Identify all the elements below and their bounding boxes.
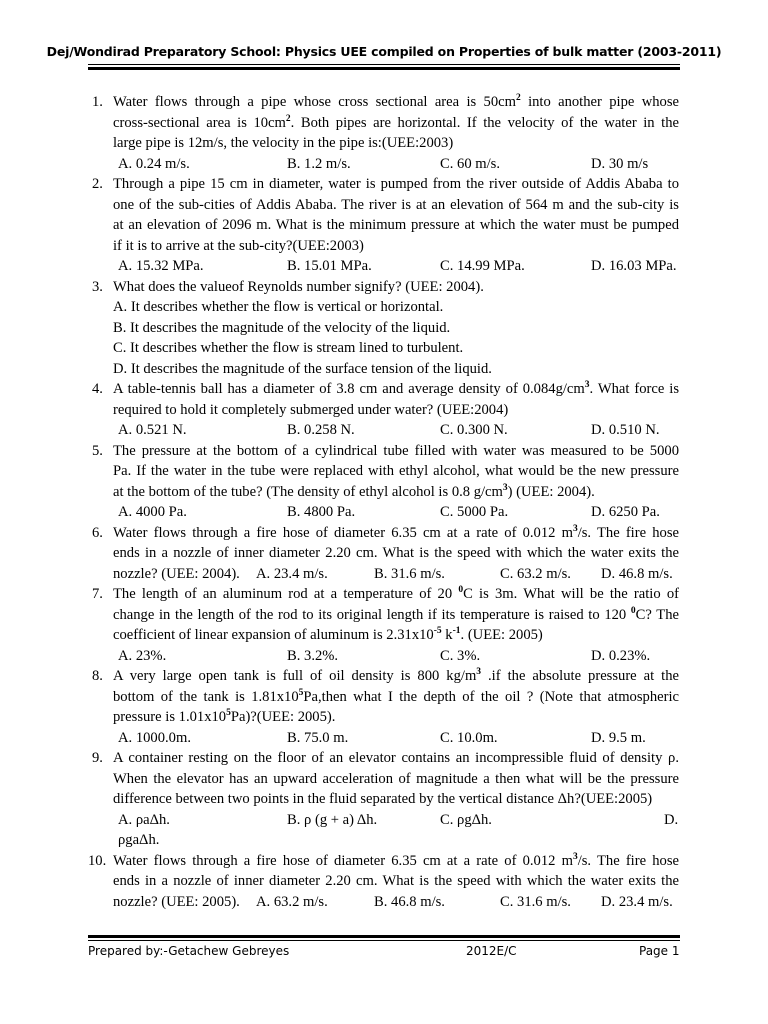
text-run: When the elevator has an upward acceleration of magnitude a then what will be the pressure (113, 770, 679, 787)
text-run: pressure is 1.01x10 (113, 709, 227, 725)
text-run: Pa. If the water in the tube were replaced with ethyl alcohol, what would be the new pressure (113, 463, 679, 479)
page-header: Dej/Wondirad Preparatory School: Physics UEE compiled on Properties of bulk matter (2003-2011) (46, 44, 722, 59)
text-run: The pressure at the bottom of a cylindrical tube filled with water was measured to be 5000 (113, 442, 679, 459)
question-number: 10. (88, 852, 107, 869)
question-text-line (113, 400, 508, 421)
answer-option: B. 31.6 m/s. (374, 565, 445, 582)
superscript: 3 (572, 851, 578, 862)
text-run: change in the length of the rod to its original length if its temperature is raised to 120 (113, 606, 631, 623)
answer-option: A. 4000 Pa. (118, 504, 187, 520)
answer-option: D. It describes the magnitude of the surface tension of the liquid. (113, 360, 492, 377)
answer-option: D. 46.8 m/s. (601, 565, 673, 582)
answer-option: A. ρaΔh. (118, 811, 170, 828)
answer-option: D. 30 m/s (591, 155, 649, 172)
answer-option: C. 60 m/s. (440, 155, 501, 172)
answer-option: D. 0.23%. (591, 647, 651, 664)
text-run: /s. The fire hose (577, 852, 679, 869)
text-run: ends in a nozzle of inner diameter 2.20 cm. What is the speed with which the water exits the (113, 545, 679, 561)
answer-option: A. 0.521 N. (118, 422, 187, 438)
text-run: Water flows through a fire hose of diameter 6.35 cm at a rate of 0.012 m (113, 524, 573, 541)
question-text-line (113, 543, 679, 564)
answer-option: B. 46.8 m/s. (374, 893, 445, 910)
text-run: ends in a nozzle of inner diameter 2.20 cm. What is the speed with which the water exits the (113, 873, 679, 889)
answer-option: C. 63.2 m/s. (500, 565, 571, 582)
question-number: 9. (92, 750, 103, 766)
answer-option: D. 9.5 m. (591, 729, 646, 746)
question-number: 1. (92, 94, 103, 110)
text-run: A very large open tank is full of oil density is 800 kg/m (113, 668, 477, 684)
question-text-line (113, 523, 679, 544)
answer-option: D. (664, 811, 679, 828)
text-run: . What force is (589, 381, 679, 397)
text-run: A table-tennis ball has a diameter of 3.8 cm and average density of 0.084g/cm (113, 381, 585, 397)
question-text-line (113, 769, 679, 790)
text-run: Water flows through a fire hose of diameter 6.35 cm at a rate of 0.012 m (113, 852, 573, 869)
answer-option: C. 31.6 m/s. (500, 893, 571, 910)
question-text-line: nozzle? (UEE: 2005). (113, 893, 240, 910)
text-run: at the bottom of the tube? (The density of ethyl alcohol is 0.8 g/cm (113, 483, 503, 500)
superscript: 0 (458, 585, 464, 596)
text-run: required to hold it completely submerged under water? (UEE:2004) (113, 401, 509, 418)
question-text-line (113, 789, 652, 810)
superscript: -5 (433, 626, 442, 637)
text-run: Water flows through a pipe whose cross sectional area is 50cm (113, 94, 516, 110)
header-divider-thick (88, 67, 680, 70)
text-run: large pipe is 12m/s, the velocity in the pipe is:(UEE:2003) (113, 135, 454, 151)
answer-option: A. 1000.0m. (118, 729, 191, 746)
superscript: -1 (452, 626, 461, 637)
question-text-line (113, 871, 679, 892)
text-run: /s. The fire hose (577, 524, 679, 541)
superscript: 3 (584, 380, 590, 391)
question-text-line (113, 461, 679, 482)
text-run: C? The (635, 606, 679, 623)
superscript: 3 (572, 523, 578, 534)
answer-option: B. 0.258 N. (287, 422, 355, 438)
question-text-line (113, 379, 679, 400)
text-run: Through a pipe 15 cm in diameter, water is pumped from the river outside of Addis Ababa to (113, 176, 679, 192)
footer-author: Prepared by:-Getachew Gebreyes (88, 944, 290, 958)
answer-option: C. 3%. (440, 647, 481, 664)
superscript: 2 (515, 93, 521, 104)
question-text-line (113, 195, 679, 216)
text-run: Pa,then what I the depth of the oil ? (Note that atmospheric (303, 688, 679, 705)
question-number: 6. (92, 524, 103, 541)
text-run: difference between two points in the fluid separated by the vertical distance Δh?(UEE:2005) (113, 791, 653, 807)
superscript: 5 (298, 687, 304, 698)
answer-option: D. 16.03 MPa. (591, 258, 677, 274)
text-run: C is 3m. What will be the ratio of (463, 586, 680, 602)
answer-option: B. 1.2 m/s. (287, 155, 351, 172)
answer-option: C. It describes whether the flow is stream lined to turbulent. (113, 340, 464, 356)
question-text-line (113, 666, 679, 687)
text-run: k (441, 627, 453, 643)
text-run: Pa)?(UEE: 2005). (230, 709, 336, 725)
question-number: 8. (92, 668, 103, 684)
text-run: one of the sub-cities of Addis Ababa. The river is at an elevation of 564 m and the sub-city is (113, 196, 679, 213)
answer-option: A. 0.24 m/s. (118, 155, 190, 172)
question-number: 2. (92, 176, 103, 192)
question-text-line (113, 277, 484, 298)
text-run: coefficient of linear expansion of aluminum is 2.31x10 (113, 627, 434, 643)
answer-option: C. 14.99 MPa. (440, 258, 525, 274)
text-run: . Both pipes are horizontal. If the velocity of the water in the (290, 114, 679, 131)
question-number: 4. (92, 381, 103, 397)
question-number: 3. (92, 278, 103, 295)
question-text-line (113, 748, 679, 769)
answer-option: C. 0.300 N. (440, 422, 508, 438)
footer-divider (88, 940, 680, 941)
answer-option: C. 5000 Pa. (440, 504, 509, 520)
answer-option: C. 10.0m. (440, 729, 498, 746)
answer-option: A. 63.2 m/s. (256, 893, 328, 910)
text-run: cross-sectional area is 10cm (113, 114, 286, 131)
answer-option: B. 15.01 MPa. (287, 258, 372, 274)
answer-option: A. 23.4 m/s. (256, 565, 328, 582)
question-text-line (113, 92, 679, 113)
question-text-line (113, 707, 335, 728)
answer-option: D. 0.510 N. (591, 422, 660, 438)
answer-option: A. 23%. (118, 647, 167, 664)
question-text-line (113, 441, 679, 462)
answer-option: D. 23.4 m/s. (601, 893, 673, 910)
question-text-line (113, 584, 679, 605)
question-text-line (113, 236, 364, 257)
answer-option: D. 6250 Pa. (591, 504, 660, 520)
question-text-line (113, 174, 679, 195)
superscript: 0 (630, 605, 636, 616)
question-text-line (113, 215, 679, 236)
question-text-line (113, 687, 679, 708)
text-run: into another pipe whose (520, 94, 679, 110)
superscript: 3 (476, 667, 482, 678)
text-run: at an elevation of 2096 m. What is the minimum pressure at which the water must be pumped (113, 217, 679, 233)
question-text-line (113, 851, 679, 872)
question-number: 7. (92, 586, 103, 602)
superscript: 2 (285, 113, 291, 124)
text-run: bottom of the tank is 1.81x10 (113, 688, 299, 705)
answer-option: B. ρ (g + a) Δh. (287, 811, 378, 828)
answer-option-continued: ρgaΔh. (118, 832, 160, 848)
answer-option: C. ρgΔh. (440, 811, 492, 828)
answer-option: B. It describes the magnitude of the velocity of the liquid. (113, 319, 451, 336)
answer-option: A. 15.32 MPa. (118, 258, 204, 274)
footer-year: 2012E/C (466, 944, 517, 958)
superscript: 3 (502, 482, 508, 493)
footer-divider-thick (88, 935, 680, 938)
answer-option: A. It describes whether the flow is vertical or horizontal. (113, 299, 444, 315)
text-run: The length of an aluminum rod at a temperature of 20 (113, 586, 459, 602)
footer-page-number: Page 1 (639, 944, 680, 958)
text-run: .if the absolute pressure at the (481, 668, 680, 684)
header-divider (88, 64, 680, 65)
question-text-line (113, 625, 543, 646)
question-text-line (113, 482, 595, 503)
question-text-line (113, 605, 679, 626)
text-run: A container resting on the floor of an elevator contains an incompressible fluid of density ρ. (113, 750, 679, 766)
question-text-line (113, 133, 453, 154)
text-run: if it is to arrive at the sub-city?(UEE:2003) (113, 237, 364, 254)
text-run: ) (UEE: 2004). (507, 483, 595, 500)
answer-option: B. 75.0 m. (287, 729, 349, 746)
answer-option: B. 4800 Pa. (287, 504, 356, 520)
question-text-line: nozzle? (UEE: 2004). (113, 565, 240, 582)
text-run: What does the valueof Reynolds number signify? (UEE: 2004). (113, 278, 484, 295)
question-text-line (113, 113, 679, 134)
text-run: . (UEE: 2005) (460, 627, 543, 643)
superscript: 5 (226, 708, 231, 719)
answer-option: B. 3.2%. (287, 647, 339, 664)
question-number: 5. (92, 442, 103, 459)
